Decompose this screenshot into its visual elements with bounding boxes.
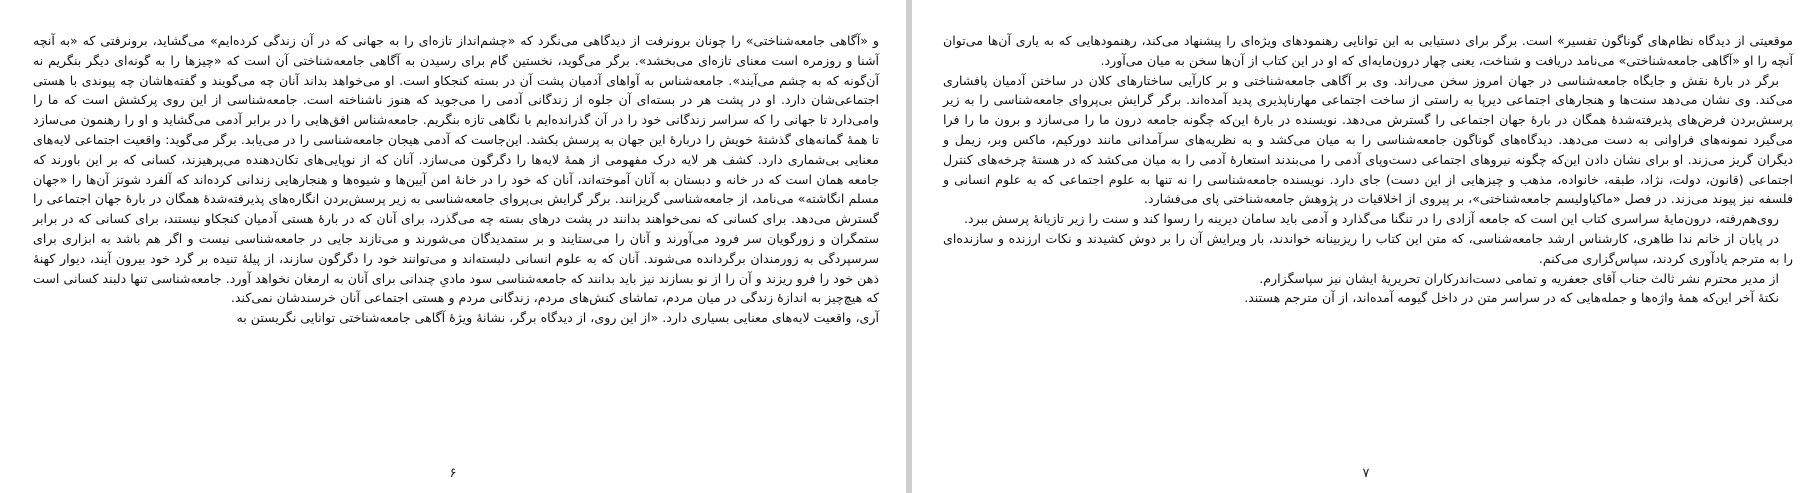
- paragraph: آری، واقعیت لایه‌های معنایی بسیاری دارد. «از این روی، از دیدگاه برگر، نشانهٔ ویژهٔ آگاهی جامعه‌شناختی توانایی نگریستن به: [236, 310, 879, 326]
- left-page-text: [33, 31, 879, 328]
- paragraph: روی‌هم‌رفته، درون‌مایهٔ سراسری کتاب این است که جامعه آزادی را در تنگنا می‌گذارد و آدمی باید سامان دیرینه را رسوا کند و سنت را زیر تازیانهٔ پرسش ببرد.: [964, 211, 1779, 227]
- paragraph: در پایان از خانم ندا طاهری، کارشناس ارشد جامعه‌شناسی، که متن این کتاب را ریزبینانه خواندند، بار ویرایش آن را بر دوش کشیدند و نکات ارزنده و سازنده‌ای را به مترجم یادآوری کردند، سپاس‌گزاری می‌کنم.: [943, 230, 1793, 266]
- page-number: ۷: [1362, 466, 1370, 481]
- paragraph: موقعیتی از دیدگاه نظام‌های گوناگون تفسیر» است. برگر برای دستیابی به این توانایی رهنمودهای ویژه‌ای را پیشنهاد می‌کند، رهنمودهایی که به یاری آن‌ها می‌توان آنچه را او «آگاهی جامعه‌شناختی» می‌نامد دریافت و شناخت، یعنی چهار درون‌مایه‌ای که او در این کتاب از آن‌ها سخن به میان می‌آورد.: [943, 33, 1793, 68]
- paragraph: نکتهٔ آخر این‌که همهٔ واژه‌ها و جمله‌هایی که در سراسر متن در داخل گیومه آمده‌اند، از آن مترجم هستند.: [1244, 290, 1779, 306]
- right-page: [912, 0, 1820, 493]
- right-page-text: [943, 31, 1793, 308]
- paragraph: برگر در بارهٔ نقش و جایگاه جامعه‌شناسی در جهان امروز سخن می‌راند. وی بر آگاهی جامعه‌شناختی و بر کارآیی ساختارهای کلان در ساختن آدمیان پافشاری می‌کند. وی نشان می‌دهد سنت‌ها و هنجارهای اجتماعی دیرپا به راستی از ساخت اجتماعی مهارناپذیری پدید آمده‌اند. برگر گرایش بی‌پروای جامعه‌شناسی را به زیر پرسش‌بردن فرض‌های پذیرفته‌شدهٔ همگان در بارهٔ جهان اجتماعی را گسترش می‌دهد. نویسنده در بارهٔ این‌که چگونه جامعه درون ما را می‌سازد و برون ما را فرا می‌گیرد نمونه‌های فراوانی به دست می‌دهد. دیدگاه‌های گوناگون جامعه‌شناسی را به میان می‌کشد و به نظریه‌های سرآمدانی مانند دورکیم، ماکس وبر، زیمل و دیگران گریز می‌زند. او برای نشان دادن این‌که چگونه نیروهای اجتماعی دست‌وپای آدمی را می‌بندند استعارهٔ آدمی را به میان می‌کشد که در هستهٔ چرخه‌های کنترل اجتماعی (قانون، دولت، نژاد، طبقه، خانواده، مذهب و چیزهایی از این دست) جای دارد. نویسنده جامعه‌شناسی را نه تنها به علوم اجتماعی که به علوم انسانی و فلسفه نیز پیوند می‌زند. در فصل «ماکیاولیسم جامعه‌شناختی»، بر پیروی از اخلاقیات در پژوهش جامعه‌شناختی پای می‌فشارد.: [943, 72, 1793, 207]
- left-page: [0, 0, 906, 493]
- paragraph: از مدیر محترم نشر ثالث جناب آقای جعفریه و تمامی دست‌اندرکاران تحریریهٔ ایشان نیز سپاسگزارم.: [1259, 270, 1779, 286]
- paragraph: و «آگاهی جامعه‌شناختی» را چونان برونرفت از دیدگاهی می‌نگرد که «چشم‌انداز تازه‌ای را به جهانی که در آن زندگی کرده‌ایم» می‌گشاید، برونرفتی که «به آنچه آشنا و روزمره است معنای تازه‌ای می‌بخشد». برگر می‌گوید، نخستین گام برای رسیدن به آگاهی جامعه‌شناختی آن است که «چیزها را به گونه‌ای دیگر بنگریم نه آن‌گونه که به چشم می‌آیند». جامعه‌شناس به آواهای آدمیان پشت آن در بسته کنجکاو است. او می‌خواهد بداند آنان چه می‌گویند و گفته‌هاشان چه پیوندی با هستی اجتماعی‌شان دارد. او در پشت هر در بسته‌ای آن جلوه از زندگانی آدمی را می‌جوید که هنوز ناشناخته است. جامعه‌شناسی از این روی پرکشش است که ما را وامی‌دارد تا جهانی را که سراسر زندگانی خود را در آن گذرانده‌ایم با نگاهی تازه بنگریم. جامعه‌شناس افق‌هایی را در برابر آدمی می‌گشاید و او را رهنمون می‌سازد تا همهٔ گمانه‌های گذشتهٔ خویش را دربارهٔ این جهان به پرسش بکشد. این‌جاست که آدمی هیجان جامعه‌شناسی را در می‌یابد. برگر می‌گوید: واقعیت اجتماعی لایه‌های معنایی بی‌شماری دارد. کشف هر لایه درک مفهومی از همهٔ لایه‌ها را دگرگون می‌سازد. آنان که از نوپایی‌های تکان‌دهنده می‌پرهیزند، کسانی که بر این باورند که جامعه همان است که در خانه و دبستان به آنان آموخته‌اند، آنان که خود را در خانهٔ امن آیین‌ها و شیوه‌ها و هنجارهایی زندانی کرده‌اند که آلفرد شوتز آن‌ها را «جهان مسلم انگاشته» می‌نامد، از جامعه‌شناسی گریزانند. برگر گرایش بی‌پروای جامعه‌شناسی به زیر پرسش‌بردن انگاره‌های پذیرفته‌شدهٔ همگان در بارهٔ جهان اجتماعی را گسترش می‌دهد. برای کسانی که نمی‌خواهند بدانند در پشت درهای بسته چه می‌گذرد، برای آنان که در بارهٔ هستی آدمیان کنجکاو نیستند، برای کسانی که در برابر ستمگران و زورگویان سر فرود می‌آورند و آنان را می‌ستایند و بر ستمدیدگان می‌شورند و می‌تازند جایی در جامعه‌شناسی نیست و اگر هم باشد به ابزاری برای سرسپردگی به زورمندان برگردانده می‌شوند. آنان که به علوم انسانی دلبسته‌اند و می‌توانند خود را دگرگون سازند، از پیلهٔ تنیده بر گرد خود بیرون آیند، دیوار کهنهٔ ذهن خود را فرو ریزند و آن را از نو بسازند نیز باید بدانند که جامعه‌شناسی سود مادیِ چندانی برای آنان به ارمغان نخواهد آورد. جامعه‌شناسی تنها دلبند کسانی است که هیچ‌چیز به اندازهٔ زندگی در میان مردم، تماشای کنش‌های مردم، زندگانی مردم و هستی اجتماعی آنان خرسندشان نمی‌کند.: [33, 33, 879, 306]
- page-number: ۶: [449, 466, 457, 481]
